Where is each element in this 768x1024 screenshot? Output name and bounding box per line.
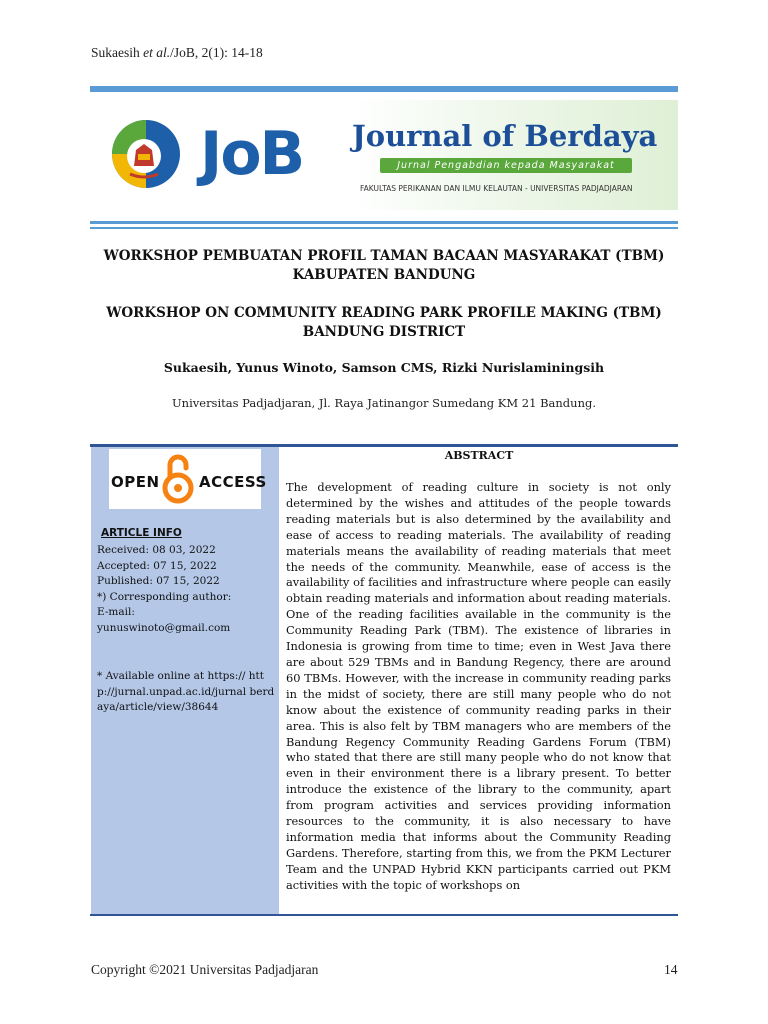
title-english: WORKSHOP ON COMMUNITY READING PARK PROFILE MAKING (TBM) BANDUNG DISTRICT [106, 305, 662, 340]
accepted-date: Accepted: 07 15, 2022 [97, 560, 217, 572]
running-head [91, 45, 263, 61]
journal-tagline: Jurnal Pengabdian kepada Masyarakat [380, 158, 632, 173]
abstract-text: The development of reading culture in society is not only determined by the wishes and attitudes of the people towards reading materials but is also determined by the availability and ease of access to reading materials. The availability of reading materials means the availability of reading materials that meet the needs of the community. Meanwhile, ease of access is the availability of facilities and infrastructure where people can easily obtain reading materials and information about reading materials. One of the reading facilities available in the community is the Community Reading Park (TBM). The existence of libraries in Indonesia is growing from time to time; even in West Java there are about 529 TBMs and in Bandung Regency, there are around 60 TBMs. However, with the increase in community reading parks in the midst of society, there are still many people who do not know about the existence of community reading parks in their area. This is also felt by TBM managers who are members of the Bandung Regency Community Reading Gardens Forum (TBM) who stated that there are still many people who do not know that even in their environment there is a library present. To better introduce the existence of the library to the community, apart from program activities and services providing information resources to the community, it is also necessary to have information media that informs about the Community Reading Gardens. Therefore, starting from this, we from the PKM Lecturer Team and the UNPAD Hybrid KKN participants carried out PKM activities with the topic of workshops on [286, 480, 671, 892]
author-list: Sukaesih, Yunus Winoto, Samson CMS, Rizki Nurislaminingsih [163, 360, 605, 375]
published-date: Published: 07 15, 2022 [97, 575, 220, 587]
article-info-heading: ARTICLE INFO [101, 527, 182, 539]
article-info-sidebar [91, 447, 279, 914]
running-head-authors: Sukaesih [91, 45, 144, 60]
journal-name: Journal of Berdaya [352, 119, 658, 153]
open-access-badge [109, 449, 267, 509]
open-access-open-word: OPEN [111, 473, 160, 491]
corresponding-author-label: *) Corresponding author: [97, 591, 232, 603]
received-date: Received: 08 03, 2022 [97, 544, 216, 556]
page-number: 14 [664, 962, 678, 977]
journal-banner [90, 100, 678, 210]
title-indonesian: WORKSHOP PEMBUATAN PROFIL TAMAN BACAAN MASYARAKAT (TBM) KABUPATEN BANDUNG [103, 248, 665, 283]
banner-rule-lower [90, 227, 678, 229]
email-address[interactable]: yunuswinoto@gmail.com [97, 622, 231, 634]
running-head-etal: et al. [143, 45, 171, 60]
available-online-link[interactable]: * Available online at https:// http://jurnal.unpad.ac.id/jurnal berdaya/article/view/38644 [97, 670, 275, 713]
journal-logo-icon [100, 114, 192, 194]
email-label: E-mail: [97, 606, 135, 618]
abstract-heading: ABSTRACT [444, 449, 514, 462]
copyright-notice: Copyright ©2021 Universitas Padjadjaran [91, 962, 319, 977]
journal-abbreviation: JoB [200, 119, 304, 189]
open-lock-icon [161, 452, 195, 506]
article-info-rule-bottom [90, 914, 678, 916]
open-access-access-word: ACCESS [199, 473, 267, 491]
banner-rule-upper [90, 221, 678, 224]
journal-faculty: FAKULTAS PERIKANAN DAN ILMU KELAUTAN - UNIVERSITAS PADJADJARAN [360, 184, 633, 193]
running-head-citation: /JoB, 2(1): 14-18 [170, 45, 263, 60]
header-rule [90, 86, 678, 92]
author-affiliation: Universitas Padjadjaran, Jl. Raya Jatinangor Sumedang KM 21 Bandung. [171, 396, 597, 410]
